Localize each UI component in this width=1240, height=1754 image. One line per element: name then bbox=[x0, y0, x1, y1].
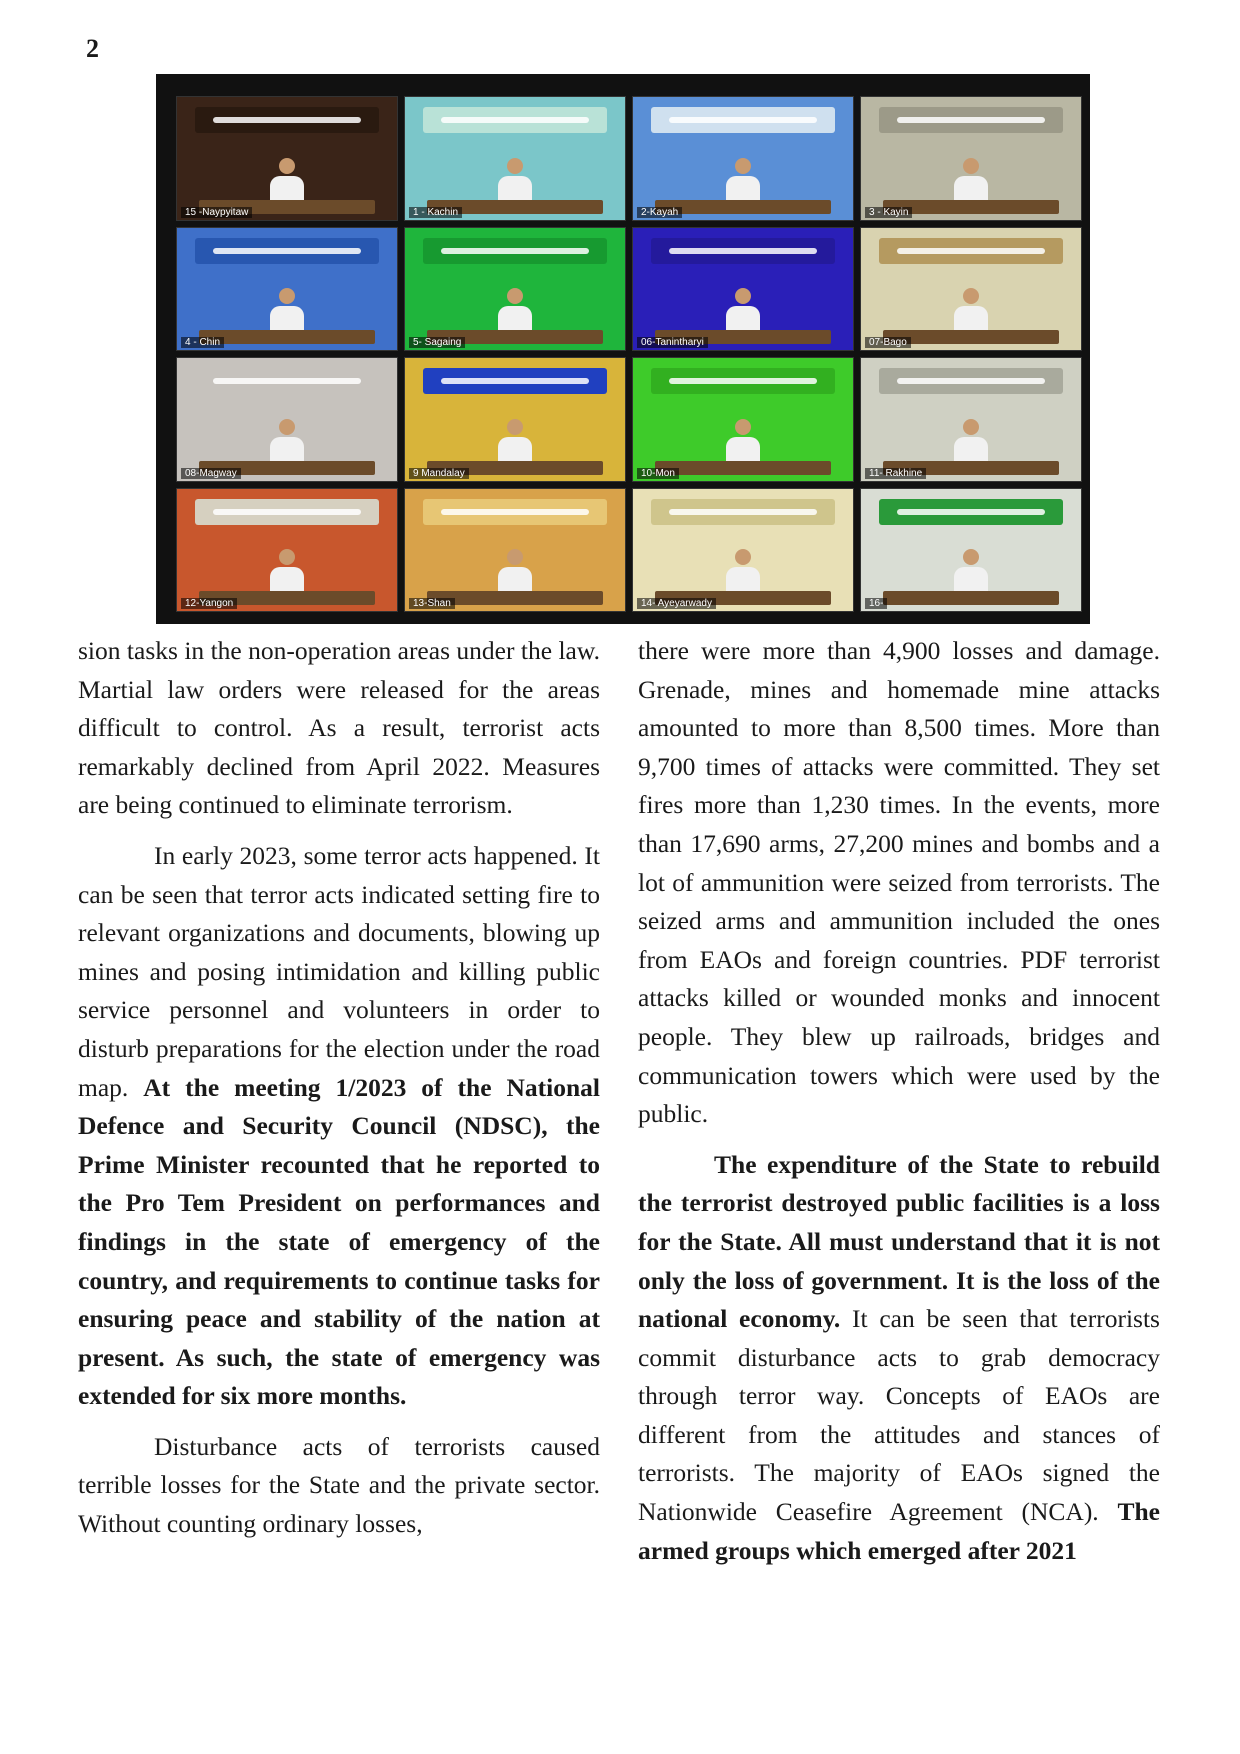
tile-label: 1 - Kachin bbox=[409, 207, 462, 218]
conference-tile bbox=[404, 96, 626, 221]
paragraph: sion tasks in the non-operation areas under the law. Martial law orders were released for the areas difficult to control. As a result, terrorist acts remarkably declined from April 2022. Measures are being continued to eliminate terrorism. bbox=[78, 636, 600, 820]
tile-banner bbox=[195, 107, 380, 133]
conference-tile bbox=[632, 488, 854, 613]
conference-tile bbox=[632, 357, 854, 482]
tile-banner bbox=[423, 238, 608, 264]
tile-label: 5- Sagaing bbox=[409, 337, 465, 348]
desk bbox=[199, 330, 375, 344]
page-number: 2 bbox=[86, 34, 99, 63]
tile-banner bbox=[195, 238, 380, 264]
participant-figure bbox=[954, 288, 988, 334]
tile-label: 15 -Naypyitaw bbox=[181, 207, 252, 218]
participant-figure bbox=[954, 158, 988, 204]
participant-figure bbox=[270, 158, 304, 204]
conference-tile bbox=[404, 227, 626, 352]
conference-tile bbox=[176, 96, 398, 221]
tile-label: 13-Shan bbox=[409, 598, 455, 609]
paragraph-text: It can be seen that terrorists commit disturbance acts to grab democracy through terror way. Concepts of EAOs are different from the attitudes and stances of terrorists. The majority of EAOs signed the Nationwide Ceasefire Agreement (NCA). bbox=[638, 1304, 1160, 1527]
tile-banner bbox=[423, 499, 608, 525]
conference-tile bbox=[176, 357, 398, 482]
tile-label: 12-Yangon bbox=[181, 598, 237, 609]
paragraph bbox=[78, 837, 600, 1416]
right-column bbox=[638, 632, 1160, 1582]
desk bbox=[655, 461, 831, 475]
tile-banner bbox=[651, 238, 836, 264]
tile-label: 4 - Chin bbox=[181, 337, 224, 348]
tile-label: 14- Ayeyarwady bbox=[637, 598, 716, 609]
paragraph-bold-text: At the meeting 1/2023 of the National Defence and Security Council (NDSC), the Prime Minister recounted that he reported to the Pro Tem President on performances and findings in the state of emergency of the country, and requirements to continue tasks for ensuring peace and stability of the nation at present. As such, the state of emergency was extended for six more months. bbox=[78, 1072, 600, 1411]
tile-banner bbox=[651, 368, 836, 394]
participant-figure bbox=[270, 288, 304, 334]
tile-banner bbox=[879, 107, 1064, 133]
tile-banner bbox=[195, 499, 380, 525]
tile-banner bbox=[423, 107, 608, 133]
participant-figure bbox=[954, 419, 988, 465]
participant-figure bbox=[498, 549, 532, 595]
participant-figure bbox=[726, 288, 760, 334]
conference-tile bbox=[176, 488, 398, 613]
conference-tile bbox=[632, 227, 854, 352]
participant-figure bbox=[726, 419, 760, 465]
paragraph: Disturbance acts of terrorists caused terrible losses for the State and the private sector. Without counting ordinary losses, bbox=[78, 1431, 600, 1539]
participant-figure bbox=[498, 158, 532, 204]
tile-banner bbox=[879, 238, 1064, 264]
paragraph: there were more than 4,900 losses and damage. Grenade, mines and homemade mine attacks amounted to more than 8,500 times. More than 9,700 times of attacks were committed. They set fires more than 1,230 times. In the events, more than 17,690 arms, 27,200 mines and bombs and a lot of ammunition were seized from terrorists. The seized arms and ammunition included the ones from EAOs and foreign countries. PDF terrorist attacks killed or wounded monks and innocent people. They blew up railroads, bridges and communication towers which were used by the public. bbox=[638, 636, 1160, 1129]
tile-label: 06-Tanintharyi bbox=[637, 337, 708, 348]
paragraph-bold-text: The expenditure of the State to rebuild the terrorist destroyed public facilities is a loss for the State. All must understand that it is not only the loss of government. It is the loss of the national economy. bbox=[638, 1149, 1160, 1334]
paragraph bbox=[638, 1146, 1160, 1571]
tile-label: 2-Kayah bbox=[637, 207, 682, 218]
tile-label: 3 - Kayin bbox=[865, 207, 912, 218]
tile-banner bbox=[423, 368, 608, 394]
participant-figure bbox=[270, 549, 304, 595]
tile-label: 9 Mandalay bbox=[409, 468, 469, 479]
tile-label: 08-Magway bbox=[181, 468, 241, 479]
participant-figure bbox=[954, 549, 988, 595]
paragraph-text: In early 2023, some terror acts happened. It can be seen that terror acts indicated setting fire to relevant organizations and documents, blowing up mines and posing intimidation and killing public service personnel and volunteers in order to disturb preparations for the election under the road map. bbox=[78, 840, 600, 1102]
tile-banner bbox=[879, 499, 1064, 525]
left-column bbox=[78, 632, 600, 1556]
paragraph-bold-text: The armed groups which emerged after 2021 bbox=[638, 1497, 1160, 1565]
participant-figure bbox=[498, 419, 532, 465]
tile-label: 10-Mon bbox=[637, 468, 679, 479]
participant-figure bbox=[498, 288, 532, 334]
desk bbox=[883, 591, 1059, 605]
conference-tile bbox=[860, 96, 1082, 221]
tile-banner bbox=[879, 368, 1064, 394]
conference-tile bbox=[632, 96, 854, 221]
participant-figure bbox=[726, 158, 760, 204]
conference-tile bbox=[404, 488, 626, 613]
participant-figure bbox=[270, 419, 304, 465]
conference-tile bbox=[404, 357, 626, 482]
conference-tile bbox=[860, 488, 1082, 613]
conference-tile bbox=[860, 357, 1082, 482]
tile-label: 16- bbox=[865, 598, 887, 609]
participant-figure bbox=[726, 549, 760, 595]
tile-label: 11- Rakhine bbox=[865, 468, 926, 479]
tile-banner bbox=[195, 368, 380, 394]
tile-label: 07-Bago bbox=[865, 337, 911, 348]
conference-tile bbox=[860, 227, 1082, 352]
tile-banner bbox=[651, 107, 836, 133]
tile-banner bbox=[651, 499, 836, 525]
conference-tile bbox=[176, 227, 398, 352]
video-conference-photo bbox=[156, 74, 1090, 624]
